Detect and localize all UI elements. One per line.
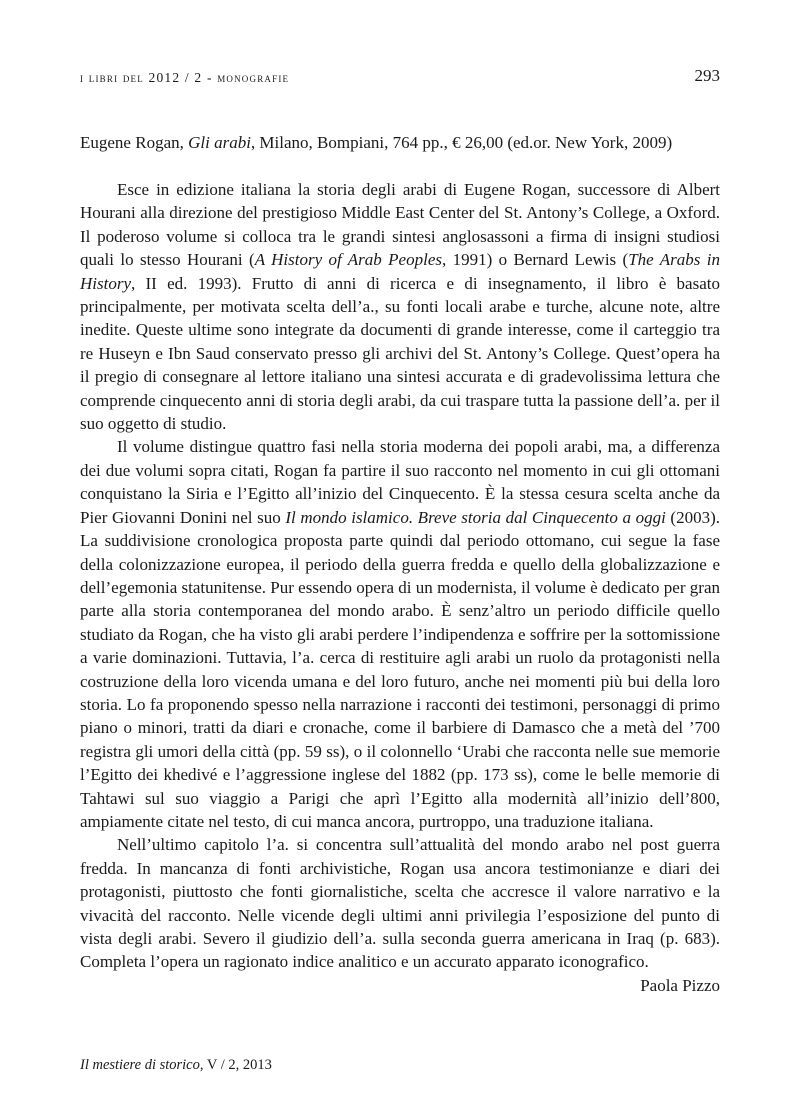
paragraph-text: , II ed. 1993). Frutto di anni di ricerca e di insegnamento, il libro è basato principalmente, per motivata scelta dell’a., su fonti locali arabe e turche, alcune note, altre inedite. Queste ultime sono integrate da documenti di grande interesse, come il carteggio tra re Huseyn e Ibn Saud conservato presso gli archivi del St. Antony’s College. Quest’opera ha il pregio di consegnare al lettore italiano una sintesi accurata e di gradevolissima lettura che comprende cinquecento anni di storia degli arabi, da cui traspare tutta la passione dell’a. per il suo oggetto di studio. xyxy=(80,273,720,434)
reviewer-signature: Paola Pizzo xyxy=(640,975,720,995)
cited-title: A History of Arab Peoples xyxy=(254,250,442,270)
journal-issue: , V / 2, 2013 xyxy=(199,1057,272,1073)
citation-title: Gli arabi xyxy=(188,133,251,152)
page-number: 293 xyxy=(694,66,720,85)
running-head: i libri del 2012 / 2 - monografie xyxy=(80,70,290,85)
paragraph-text: (2003). La suddivisione cronologica proposta parte quindi dal periodo ottomano, cui segue la fase della colonizzazione europea, il periodo della guerra fredda e quello della globalizzazione e dell’egemonia statunitense. Pur essendo opera di un modernista, il volume è dedicato per gran parte alla storia contemporanea del mondo arabo. È senz’altro un periodo difficile quello studiato da Rogan, che ha visto gli arabi perdere l’indipendenza e soffrire per la sottomissione a varie dominazioni. Tuttavia, l’a. cerca di restituire agli arabi un ruolo da protagonisti nella costruzione della loro vicenda umana e del loro futuro, anche nei momenti più bui della loro storia. Lo fa proponendo spesso nella narrazione i racconti dei testimoni, personaggi di primo piano o minori, tratti da diari e cronache, come il barbiere di Damasco che a metà del ’700 registra gli umori della città (pp. 59 ss), o il colonnello ‘Urabi che racconta nelle sue memorie l’Egitto dei khedivé e l’aggressione inglese del 1882 (pp. 173 ss), come le belle memorie di Tahtawi sul suo viaggio a Parigi che aprì l’Egitto alla modernità all’inizio dell’800, ampiamente citate nel testo, di cui manca ancora, purtroppo, una traduzione italiana. xyxy=(80,507,720,831)
review-body xyxy=(80,178,720,997)
cited-title: The Arabs in History xyxy=(80,250,720,293)
book-citation xyxy=(80,131,740,155)
review-paragraph-2 xyxy=(80,435,720,833)
page-header xyxy=(80,66,720,90)
paragraph-text: Esce in edizione italiana la storia degli arabi di Eugene Rogan, successore di Albert Hourani alla direzione del prestigioso Middle East Center del St. Antony’s College, a Oxford. Il poderoso volume si colloca tra le grandi sintesi anglosassoni a firma di insigni studiosi quali lo stesso Hourani ( xyxy=(80,180,720,270)
review-paragraph-1 xyxy=(80,178,720,435)
paragraph-text: , 1991) o Bernard Lewis ( xyxy=(441,250,629,270)
citation-author: Eugene Rogan, xyxy=(80,133,189,152)
citation-details: , Milano, Bompiani, 764 pp., € 26,00 (ed.or. New York, 2009) xyxy=(250,133,673,152)
journal-title: Il mestiere di storico xyxy=(80,1057,200,1073)
review-paragraph-3: Nell’ultimo capitolo l’a. si concentra sull’attualità del mondo arabo nel post guerra fredda. In mancanza di fonti archivistiche, Rogan usa ancora testimonianze e diari dei protagonisti, piuttosto che fonti giornalistiche, scelta che accresce il valore narrativo e la vivacità del racconto. Nelle vicende degli ultimi anni privilegia l’esposizione del punto di vista degli arabi. Severo il giudizio dell’a. sulla seconda guerra americana in Iraq (p. 683). Completa l’opera un ragionato indice analitico e un accurato apparato iconografico. xyxy=(80,835,720,972)
paragraph-text: Il volume distingue quattro fasi nella storia moderna dei popoli arabi, ma, a differenza dei due volumi sopra citati, Rogan fa partire il suo racconto nel momento in cui gli ottomani conquistano la Siria e l’Egitto all’inizio del Cinquecento. È la stessa cesura scelta anche da Pier Giovanni Donini nel suo xyxy=(80,437,720,527)
page-footer xyxy=(80,1057,720,1074)
cited-title: Il mondo islamico. Breve storia dal Cinquecento a oggi xyxy=(285,507,666,527)
